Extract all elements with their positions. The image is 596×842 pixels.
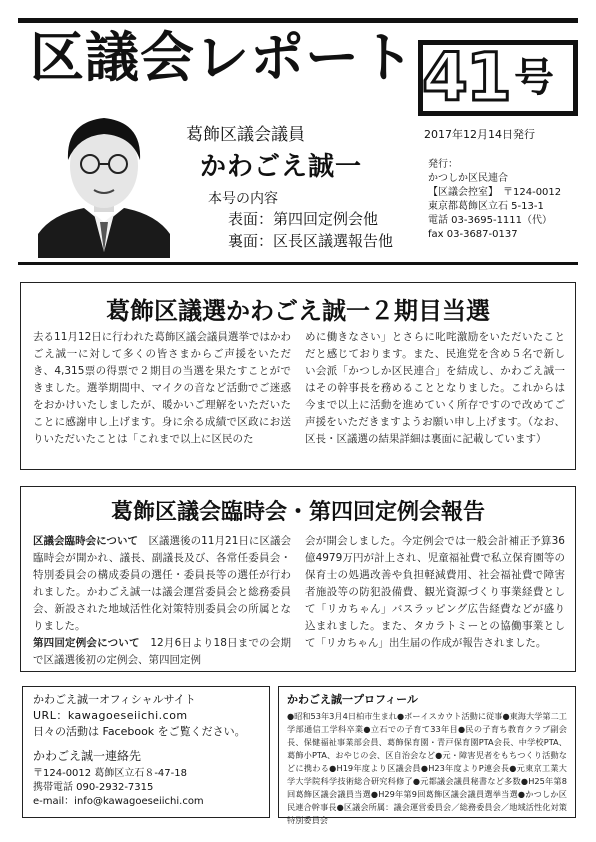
issue-number: 41 xyxy=(422,39,510,116)
article-session-col-left xyxy=(33,533,291,669)
facebook-note: 日々の活動は Facebook をご覧ください。 xyxy=(33,725,246,738)
report-title: 区議会レポート xyxy=(30,26,415,89)
official-site-url[interactable]: URL：kawagoeseiichi.com xyxy=(33,709,188,722)
contents-heading: 本号の内容 xyxy=(208,191,278,207)
article-session-title: 葛飾区議会臨時会・第四回定例会報告 xyxy=(110,500,485,525)
contact-box xyxy=(22,686,270,818)
publisher-block xyxy=(428,158,561,242)
contents-back: 裏面：区長区議選報告他 xyxy=(228,232,394,250)
article-session xyxy=(20,486,576,672)
publisher-fax: fax 03-3687-0137 xyxy=(428,229,518,240)
profile-box xyxy=(278,686,576,825)
extra-session-heading: 区議会臨時会について xyxy=(33,535,138,547)
issue-suffix: 号 xyxy=(514,55,554,101)
publisher-address: 東京都葛飾区立石 5-13-1 xyxy=(428,201,544,212)
top-rule xyxy=(18,18,578,23)
member-name: かわごえ誠一 xyxy=(200,152,363,182)
publisher-tel: 電話 03-3695-1111（代） xyxy=(428,215,553,226)
extra-session-text: 区議選後の11月21日に区議会臨時会が開かれ、議長、副議長及び、各常任委員会・特別委員会の構成委員の選任・委員長等の選任が行われました。かわごえ誠一は議会運営委員会と総務委員会、新設された地域活性化対策特別委員会の所属となりました。 xyxy=(33,535,291,632)
article-election-col-right: めに働きなさい」とさらに叱咤激励をいただいたことだと感じております。また、民進党を含め５名で新しい会派「かつしか区民連合」を結成し、かわごえ誠一はその幹事長を務めることとなりました。これからは今まで以上に活動を進めていく所存ですので改めてご声援をいただきますようお願い申し上げます。（なお、区長・区議選の結果詳細は裏面に記載しています） xyxy=(305,331,565,445)
article-election xyxy=(20,282,576,470)
issue-badge xyxy=(418,40,578,116)
contents-front: 表面：第四回定例会他 xyxy=(228,210,379,228)
contact-address: 〒124-0012 葛飾区立石８-47-18 xyxy=(33,768,187,779)
article-session-col-right: 会が開会しました。今定例会では一般会計補正予算36億4979万円が計上され、児童福祉費で私立保育園等の保育士の処遇改善や負担軽減費用、社会福祉費で障害者施設等の防犯設備費、観光資源づくり事業経費として「リカちゃん」バスラッピング広告経費などが盛り込まれました。また、タカラトミーとの協働事業として「リカちゃん」出生届の作成が報告されました。 xyxy=(305,535,565,649)
publisher-label: 発行： xyxy=(428,159,458,170)
issue-date: 2017年12月14日発行 xyxy=(424,128,535,141)
member-role: 葛飾区議会議員 xyxy=(186,125,305,145)
official-site-label: かわごえ誠一オフィシャルサイト xyxy=(33,693,196,706)
publisher-office: 【区議会控室】 〒124-0012 xyxy=(428,187,562,198)
article-election-title: 葛飾区議選かわごえ誠一２期目当選 xyxy=(106,297,490,325)
fourth-session-heading: 第四回定例会について xyxy=(33,637,140,649)
contact-title: かわごえ誠一連絡先 xyxy=(33,749,142,763)
contact-email[interactable]: e-mail：info@kawagoeseiichi.com xyxy=(33,796,204,807)
publisher-org: かつしか区民連合 xyxy=(428,173,508,184)
contact-mobile: 携帯電話 090-2932-7315 xyxy=(33,782,154,793)
header-bottom-rule xyxy=(18,262,578,265)
profile-body: ●昭和53年3月4日柏市生まれ●ボーイスカウト活動に従事●東海大学第二工学部通信工学科卒業●立石での子育て33年目●民の子育ち教育クラブ副会長、保健福祉事業部会員、葛飾保育園・青戸保育園PTA会長、中学校PTA、葛飾小PTA、おやじの会、区自治会など●元・障害児者をもちつくり活動などに携わる●H19年度より区議会員●H23年度よりP連会長●元東京工業大学大学院科学技術総合研究科修了●元都議会議員秘書など多数●H25年第8回葛飾区議会議員当選●H29年第9回葛飾区議会議員選挙当選●かつしか区民連合幹事長●区議会所属：議会運営委員会／総務委員会／地域活性化対策特別委員会 xyxy=(287,711,567,825)
profile-title: かわごえ誠一プロフィール xyxy=(287,693,418,706)
fourth-session-text: 12月6日より18日までの会期で区議選後初の定例会、第四回定例 xyxy=(33,637,292,666)
member-portrait xyxy=(38,102,170,258)
article-election-col-left: 去る11月12日に行われた葛飾区議会議員選挙ではかわごえ誠一に対して多くの皆さまからご声援をいただき、4,315票の得票で２期目の当選を果たすことができました。選挙期間中、マイクの音など活動でご迷惑をおかけいたしましたが、暖かいご理解をいただいたことに感謝申し上げます。身に余る成績で区政にお送りいただいたことは「これまで以上に区民のた xyxy=(33,331,291,445)
